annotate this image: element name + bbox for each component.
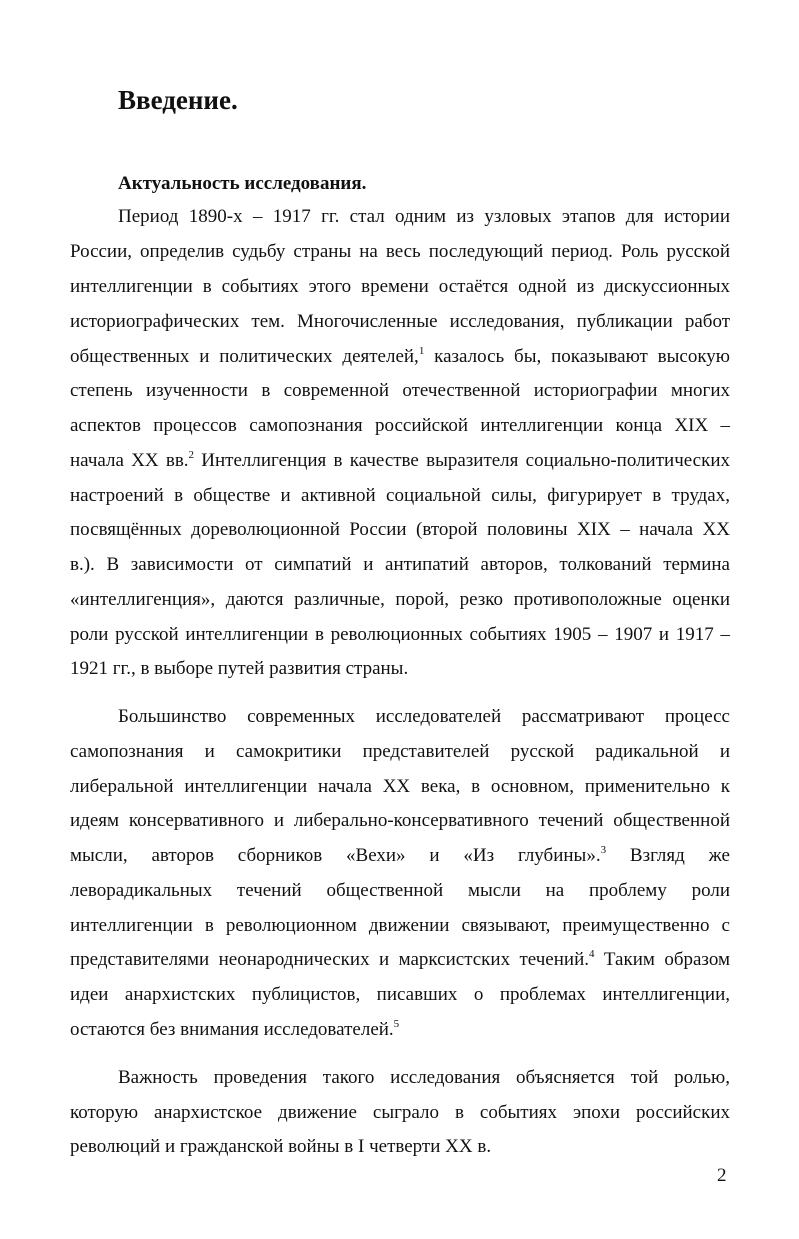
text-line: идеям консервативного и либерально-консервативного течений общественной xyxy=(70,810,730,831)
text-line: 1921 гг., в выборе путей развития страны. xyxy=(70,658,409,679)
text-line: революций и гражданской войны в I четверти XX в. xyxy=(70,1136,492,1157)
text-line: посвящённых дореволюционной России (второй половины XIX – начала XX xyxy=(70,519,730,540)
text-line: либеральной интеллигенции начала XX века, в основном, применительно к xyxy=(70,776,730,797)
text-line: степень изученности в современной отечественной историографии многих xyxy=(70,380,730,401)
text-line: леворадикальных течений общественной мысли на проблему роли xyxy=(70,880,730,901)
footnote-marker: 1 xyxy=(418,345,425,357)
text-line: историографических тем. Многочисленные исследования, публикации работ xyxy=(70,311,730,332)
footnote-marker: 5 xyxy=(393,1018,400,1030)
text-line: России, определив судьбу страны на весь последующий период. Роль русской xyxy=(70,241,730,262)
text-line: начала XX вв.$^2$ Интеллигенция в качестве выразителя социально-политических xyxy=(70,449,730,471)
text-line: которую анархистское движение сыграло в событиях эпохи российских xyxy=(70,1102,730,1123)
text-line: интеллигенции в событиях этого времени остаётся одной из дискуссионных xyxy=(70,276,730,297)
page-number: 2 xyxy=(717,1165,727,1186)
text-line: самопознания и самокритики представителей русской радикальной и xyxy=(70,741,730,762)
text-line: «интеллигенция», даются различные, порой, резко противоположные оценки xyxy=(70,589,730,610)
text-line: интеллигенции в революционном движении связывают, преимущественно с xyxy=(70,915,730,936)
text-line: идеи анархистских публицистов, писавших о проблемах интеллигенции, xyxy=(70,984,730,1005)
chapter-title: Введение. xyxy=(118,85,238,115)
text-line: Важность проведения такого исследования объясняется той ролью, xyxy=(118,1067,730,1088)
text-line: Период 1890-х – 1917 гг. стал одним из узловых этапов для истории xyxy=(118,206,730,227)
footnote-marker: 3 xyxy=(600,844,607,856)
footnote-marker: 2 xyxy=(188,449,195,461)
text-line: Большинство современных исследователей рассматривают процесс xyxy=(118,706,730,727)
text-line: аспектов процессов самопознания российской интеллигенции конца XIX – xyxy=(70,415,730,436)
text-line: в.). В зависимости от симпатий и антипатий авторов, толкований термина xyxy=(70,554,730,575)
text-line: настроений в обществе и активной социальной силы, фигурирует в трудах, xyxy=(70,485,730,506)
footnote-marker: 4 xyxy=(589,948,595,960)
text-line: роли русской интеллигенции в революционных событиях 1905 – 1907 и 1917 – xyxy=(70,624,730,645)
text-line: общественных и политических деятелей,$^1$ казалось бы, показывают высокую xyxy=(70,345,730,367)
section-heading: Актуальность исследования. xyxy=(118,173,367,194)
text-line: остаются без внимания исследователей.$^5$ xyxy=(70,1018,400,1040)
text-line: мысли, авторов сборников «Вехи» и «Из глубины».$^3$ Взгляд же xyxy=(70,844,730,866)
text-line: представителями неонароднических и марксистских течений.$^4$ Таким образом xyxy=(70,948,730,970)
